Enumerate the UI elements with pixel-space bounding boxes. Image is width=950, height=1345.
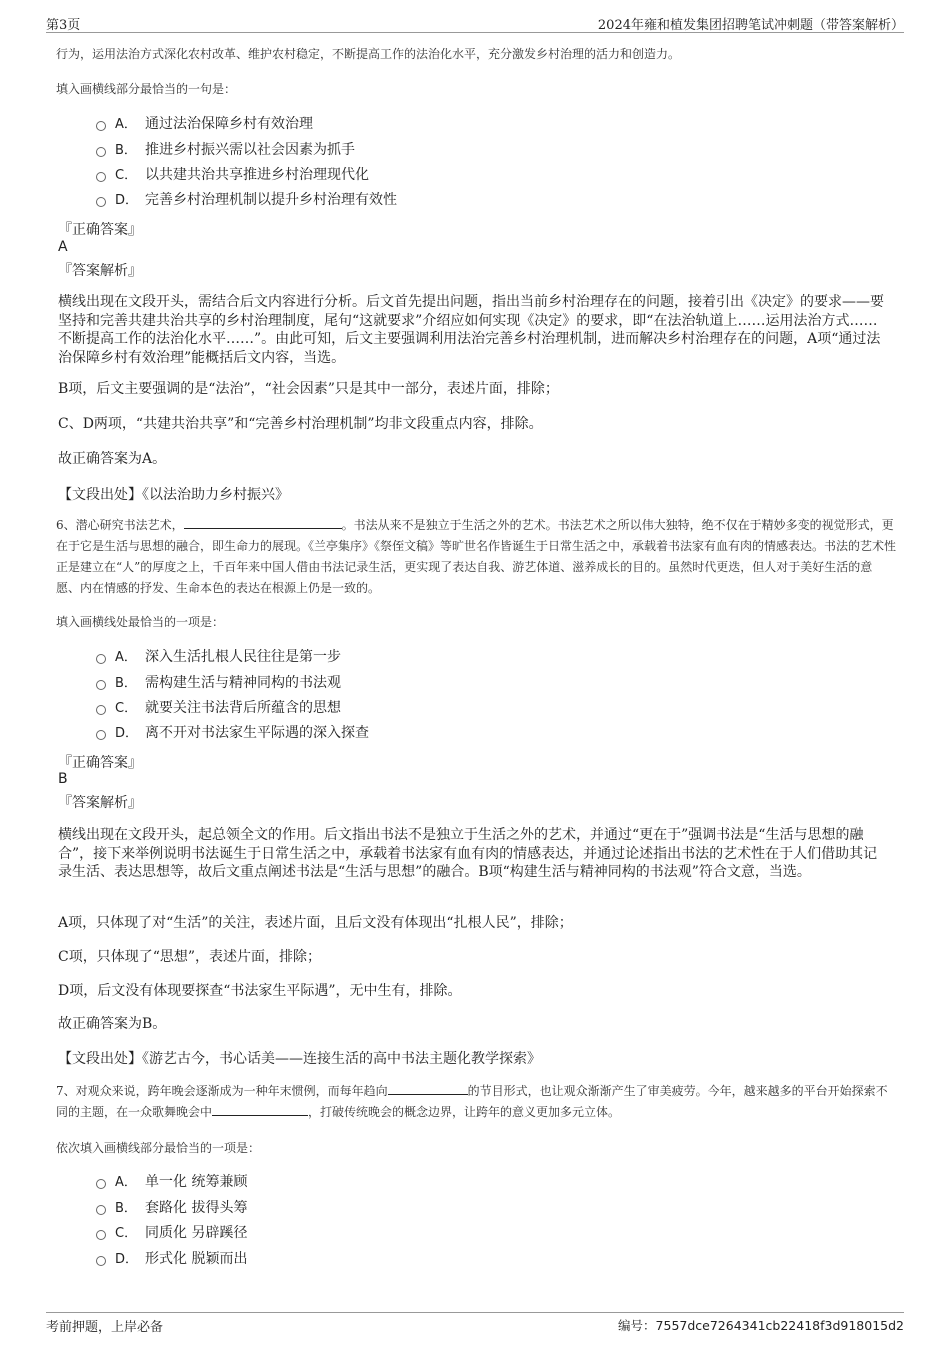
q7-passage: 7、对观众来说，跨年晚会逐渐成为一种年末惯例，而每年趋向 的节目形式，也让观众渐渐产生了审美疲劳。今年，越来越多的平台开始探索不同的主题，在一众歌舞晚会中 ，打破传统晚会的概念边界，让跨年的意义更加多元立体。 [56, 1084, 888, 1119]
q5-passage-tail: 行为，运用法治方式深化农村改革、维护农村稳定，不断提高工作的法治化水平，充分激发乡村治理的活力和创造力。 [56, 47, 681, 61]
radio-icon[interactable] [96, 197, 106, 207]
q6-option-b[interactable]: B． 需构建生活与精神同构的书法观 [96, 672, 341, 694]
radio-icon[interactable] [96, 1230, 106, 1240]
q7-prompt: 依次填入画横线部分最恰当的一项是： [56, 1141, 261, 1155]
page-number: 第3页 [46, 18, 81, 33]
radio-icon[interactable] [96, 147, 106, 157]
q5-analysis-p2: B项，后文主要强调的是“法治”，“社会因素”只是其中一部分，表述片面，排除； [58, 381, 559, 397]
q7-option-d[interactable]: D． 形式化 脱颖而出 [96, 1248, 247, 1270]
q6-blank[interactable] [184, 516, 342, 529]
q7-option-c[interactable]: C． 同质化 另辟蹊径 [96, 1222, 247, 1244]
q5-source: 【文段出处】《以法治助力乡村振兴》 [58, 487, 289, 503]
footer-slogan: 考前押题，上岸必备 [46, 1320, 164, 1335]
q6-analysis-p2: A项，只体现了对“生活”的关注，表述片面，且后文没有体现出“扎根人民”，排除； [58, 915, 573, 931]
radio-icon[interactable] [96, 1256, 106, 1266]
q5-answer-label: 『正确答案』 [58, 222, 142, 238]
q7-blank-1[interactable] [388, 1082, 468, 1095]
q6-answer-label: 『正确答案』 [58, 755, 142, 771]
radio-icon[interactable] [96, 1179, 106, 1189]
radio-icon[interactable] [96, 654, 106, 664]
q6-passage: 6、潜心研究书法艺术， 。书法从来不是独立于生活之外的艺术。书法艺术之所以伟大独特，绝不仅在于精妙多变的视觉形式，更在于它是生活与思想的融合，即生命力的展现。《兰亭集序》《祭侄文稿》等旷世名作皆诞生于日常生活之中，承载着书法家有血有肉的情感表达。书法的艺术性正是建立在“人”的厚度之上，千百年来中国人借由书法记录生活，更实现了表达自我、游艺体道、滋养成长的目的。虽然时代更迭，但人对于美好生活的意愿、内在情感的抒发、生命本色的表达在根源上仍是一致的。 [56, 518, 897, 595]
page-footer [46, 1312, 904, 1333]
radio-icon[interactable] [96, 680, 106, 690]
document-code: 编号：7557dce7264341cb22418f3d918015d2 [618, 1318, 904, 1333]
q6-analysis-p5: 故正确答案为B。 [58, 1016, 167, 1032]
q6-option-c[interactable]: C． 就要关注书法背后所蕴含的思想 [96, 697, 341, 719]
q6-analysis-p4: D项，后文没有体现要探查“书法家生平际遇”，无中生有，排除。 [58, 983, 462, 999]
q5-analysis-label: 『答案解析』 [58, 263, 142, 279]
q5-option-a[interactable]: A． 通过法治保障乡村有效治理 [96, 113, 313, 135]
q7-option-b[interactable]: B． 套路化 拔得头筹 [96, 1197, 247, 1219]
q5-answer: A [58, 239, 68, 255]
radio-icon[interactable] [96, 172, 106, 182]
q6-option-a[interactable]: A． 深入生活扎根人民往往是第一步 [96, 646, 341, 668]
q6-analysis-p3: C项，只体现了“思想”，表述片面，排除； [58, 949, 322, 965]
q6-option-d[interactable]: D． 离不开对书法家生平际遇的深入探查 [96, 722, 369, 744]
q5-analysis-p3: C、D两项，“共建共治共享”和“完善乡村治理机制”均非文段重点内容，排除。 [58, 416, 543, 432]
q7-blank-2[interactable] [212, 1103, 308, 1116]
q6-answer: B [58, 771, 68, 787]
page-header [46, 14, 904, 33]
document-title: 2024年雍和植发集团招聘笔试冲刺题（带答案解析） [597, 18, 904, 33]
radio-icon[interactable] [96, 730, 106, 740]
q6-analysis-label: 『答案解析』 [58, 795, 142, 811]
q5-option-b[interactable]: B． 推进乡村振兴需以社会因素为抓手 [96, 139, 355, 161]
q5-option-d[interactable]: D． 完善乡村治理机制以提升乡村治理有效性 [96, 189, 397, 211]
q5-analysis-p4: 故正确答案为A。 [58, 451, 167, 467]
q5-option-c[interactable]: C． 以共建共治共享推进乡村治理现代化 [96, 164, 369, 186]
q5-prompt: 填入画横线部分最恰当的一句是： [56, 82, 237, 96]
q6-analysis-p1: 横线出现在文段开头，起总领全文的作用。后文指出书法不是独立于生活之外的艺术，并通过“更在于”强调书法是“生活与思想的融合”，接下来举例说明书法诞生于日常生活之中，承载着书法家有血有肉的情感表达，并通过论述指出书法的艺术性在于人们借助其记录生活、表达思想等，故后文重点阐述书法是“生活与思想”的融合。B项“构建生活与精神同构的书法观”符合文意，当选。 [58, 827, 878, 880]
radio-icon[interactable] [96, 705, 106, 715]
q6-source: 【文段出处】《游艺古今，书心话美——连接生活的高中书法主题化教学探索》 [58, 1051, 541, 1067]
radio-icon[interactable] [96, 121, 106, 131]
radio-icon[interactable] [96, 1205, 106, 1215]
q5-analysis-p1: 横线出现在文段开头，需结合后文内容进行分析。后文首先提出问题，指出当前乡村治理存在的问题，接着引出《决定》的要求——要坚持和完善共建共治共享的乡村治理制度，尾句“这就要求”介绍应如何实现《决定》的要求，即“在法治轨道上……运用法治方式……不断提高工作的法治化水平……”。由此可知，后文主要强调利用法治完善乡村治理机制，进而解决乡村治理存在的问题，A项“通过法治保障乡村有效治理”能概括后文内容，当选。 [58, 294, 884, 366]
q7-option-a[interactable]: A． 单一化 统筹兼顾 [96, 1171, 247, 1193]
q6-prompt: 填入画横线处最恰当的一项是： [56, 615, 225, 629]
